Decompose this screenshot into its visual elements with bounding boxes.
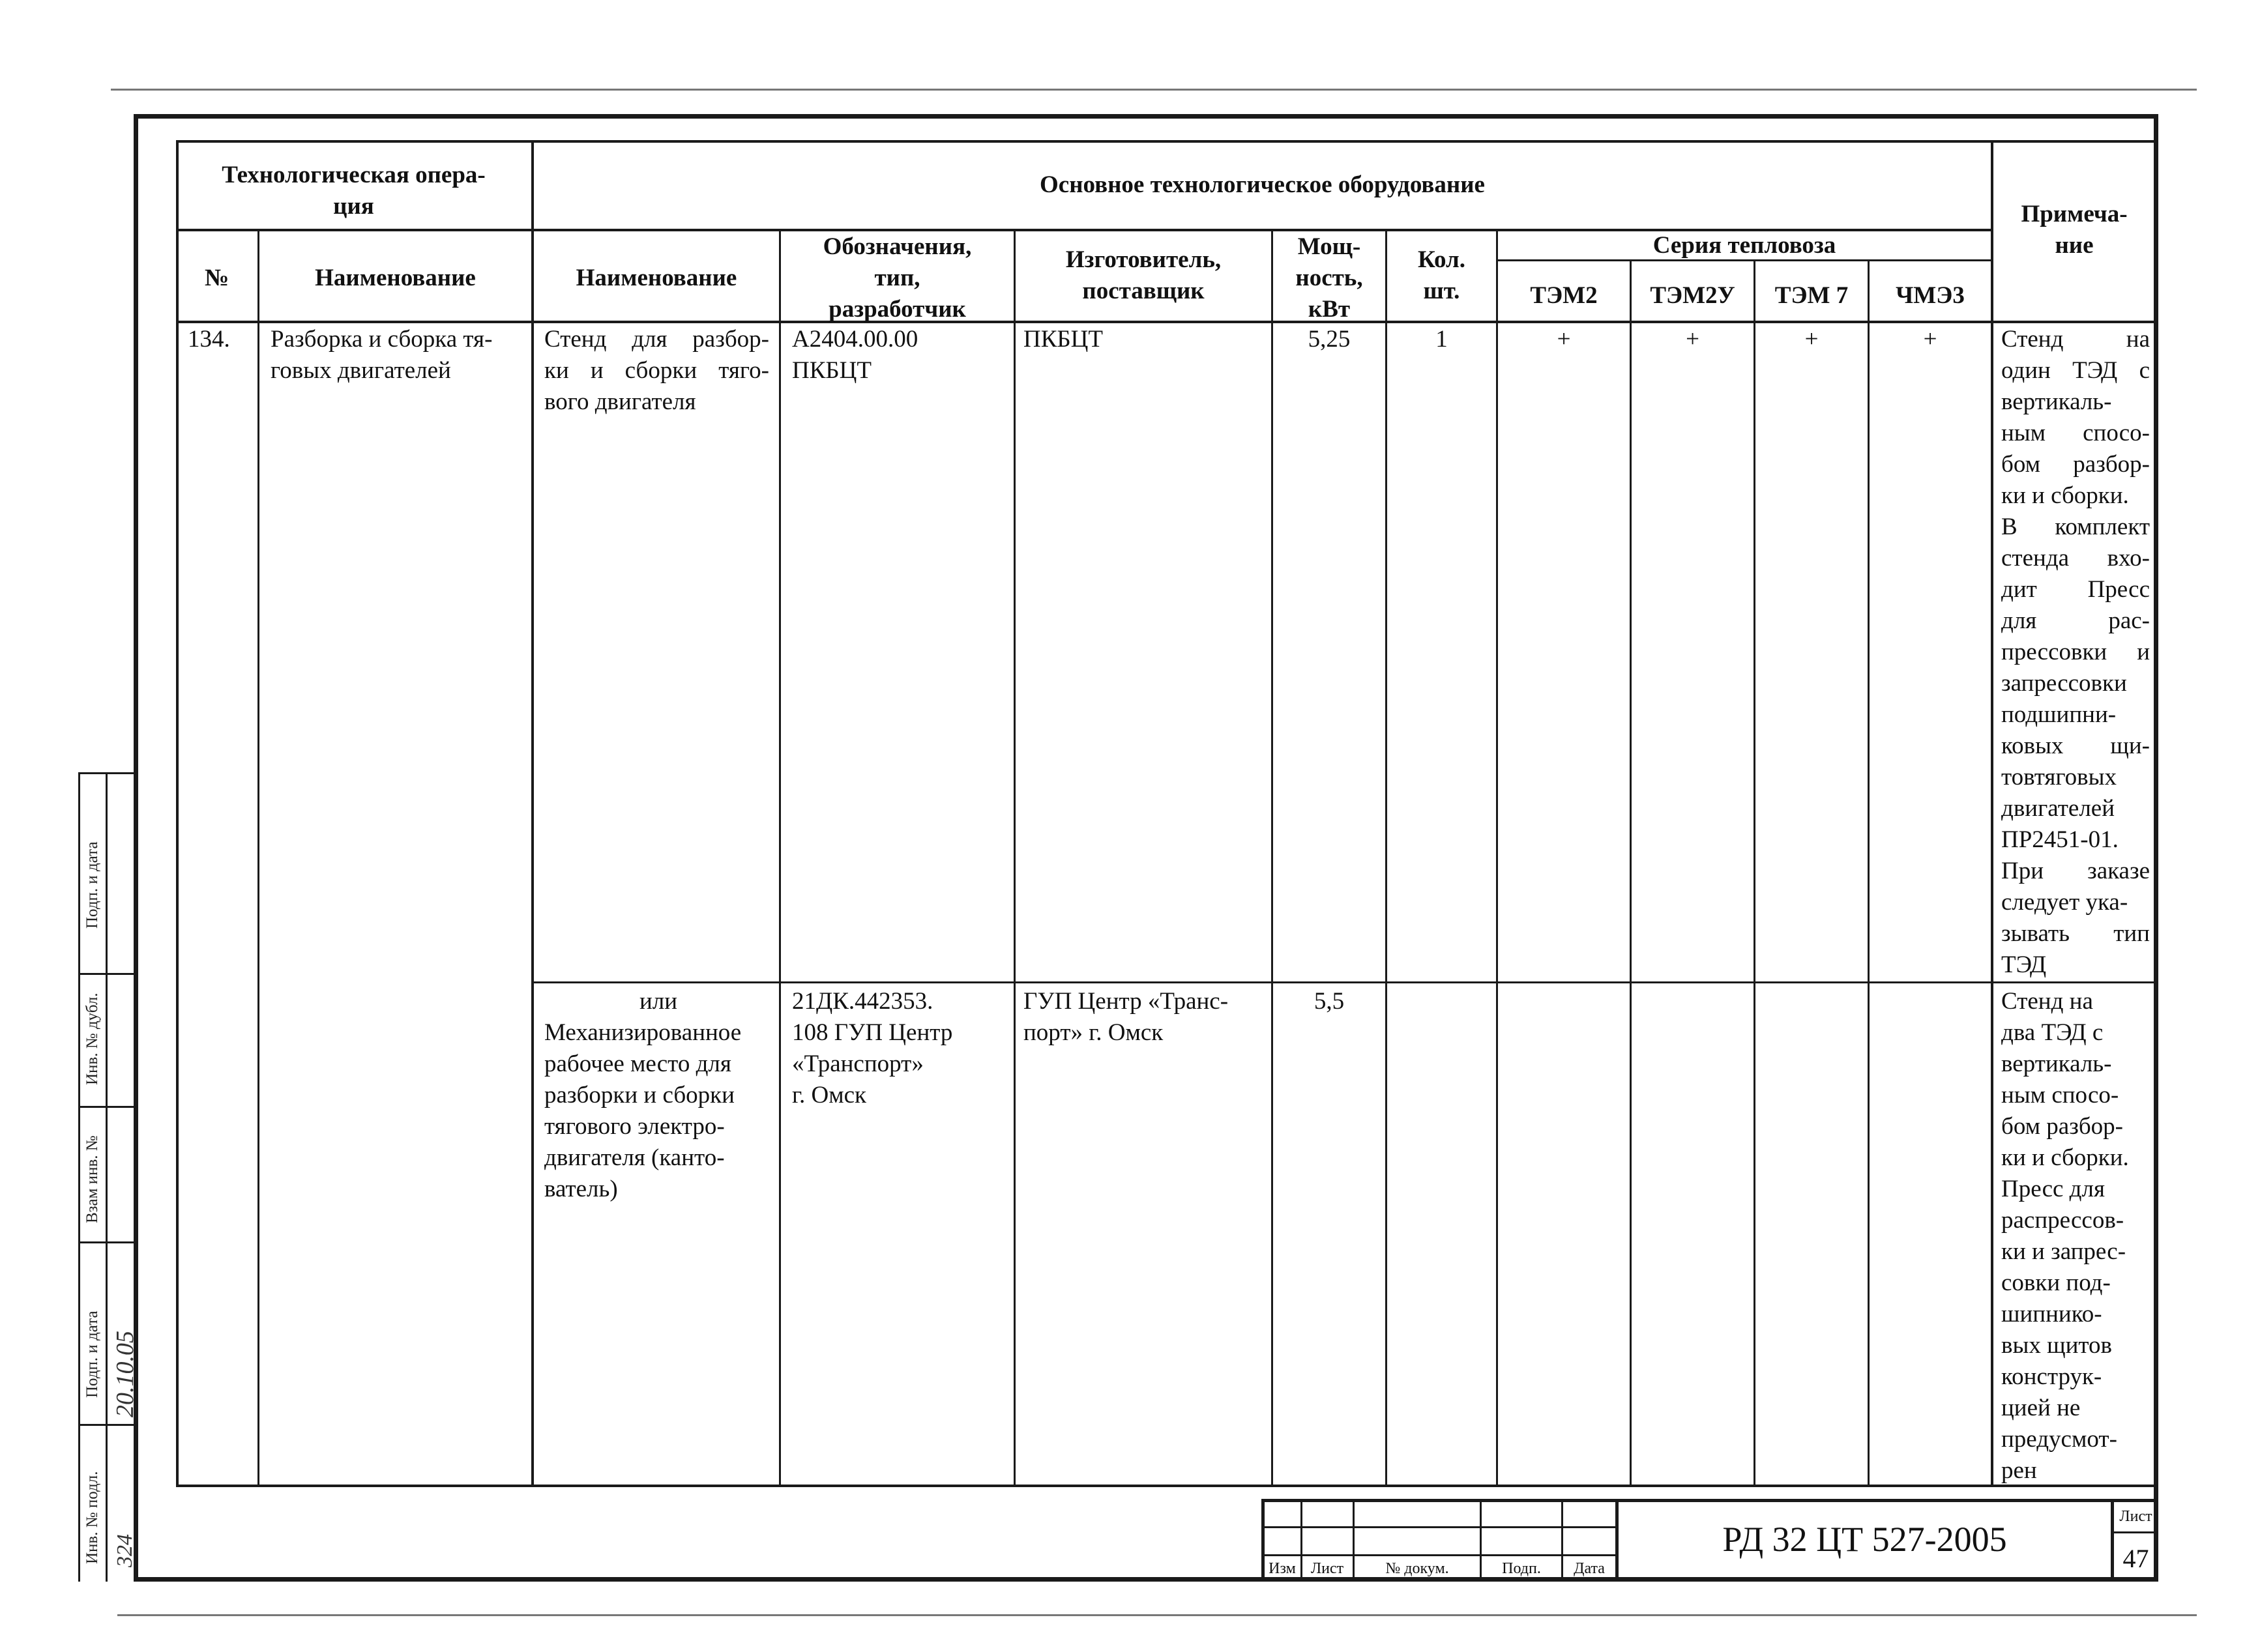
note-line: двигателей — [2001, 795, 2115, 822]
note-line: предусмот- — [2001, 1426, 2117, 1453]
item2-designation-line: 108 ГУП Центр — [792, 1019, 953, 1046]
side-strip-div — [78, 973, 138, 975]
power-header-line: ность, — [1295, 265, 1363, 291]
note-line: ковых щи- — [2001, 732, 2150, 759]
designation-header — [781, 231, 1014, 325]
item1-name-line: Стенд для разбор- — [544, 326, 769, 353]
tech-op-header-line: Технологическая опера- — [222, 162, 486, 188]
handwritten-inventory: 324 — [113, 1534, 137, 1567]
item1-designation-line: А2404.00.00 — [792, 326, 918, 353]
note-line: стенда вхо- — [2001, 545, 2150, 572]
qty-header-line: шт. — [1423, 278, 1460, 304]
designation-header-line: тип, — [874, 265, 920, 291]
item2-name — [544, 986, 772, 1205]
operation-name — [271, 324, 492, 386]
stamp-sheet-line — [2111, 1531, 2158, 1533]
side-label-sign-date: Подп. и дата — [83, 841, 101, 929]
power-header-line: кВт — [1308, 296, 1351, 323]
note-line: конструк- — [2001, 1363, 2102, 1390]
tech-op-header-line: ция — [333, 193, 374, 220]
item1-mark-chme3: + — [1923, 326, 1937, 353]
stamp-label-list: Лист — [1310, 1560, 1344, 1577]
item1-name-line: вого двигателя — [544, 388, 696, 415]
item2-name-line: двигателя (канто- — [544, 1144, 725, 1171]
note-line: два ТЭД с — [2001, 1019, 2104, 1046]
note-line: Пресс для — [2001, 1176, 2105, 1202]
maker-header-line: Изготовитель, — [1065, 246, 1222, 273]
op-name-header: Наименование — [315, 265, 476, 291]
maker-header-line: поставщик — [1082, 278, 1205, 304]
note-line: В комплект — [2001, 514, 2150, 540]
item2-name-line: рабочее место для — [544, 1051, 731, 1077]
note-line: товтяговых — [2001, 764, 2117, 790]
page-top-rule — [111, 89, 2197, 91]
operation-name-line: Разборка и сборка тя- — [271, 326, 493, 353]
side-label-sign-date-2: Подп. и дата — [83, 1311, 101, 1398]
item2-designation — [792, 986, 952, 1111]
item1-maker: ПКБЦТ — [1023, 326, 1103, 353]
sheet-label: Лист — [2119, 1508, 2152, 1525]
stamp-row-line — [1261, 1526, 1617, 1528]
qty-header — [1387, 244, 1496, 307]
power-header-line: Мощ- — [1297, 233, 1361, 260]
tech-op-header — [176, 160, 531, 222]
note-line: ки и сборки. — [2001, 1144, 2129, 1171]
side-strip-outer — [78, 772, 80, 1582]
doc-code: РД 32 ЦТ 527-2005 — [1722, 1520, 2007, 1559]
side-strip-div — [78, 1106, 138, 1108]
series-title-header: Серия тепловоза — [1652, 232, 1836, 259]
col-line-right — [2155, 140, 2158, 1487]
note-line: ки и запрес- — [2001, 1238, 2126, 1265]
operation-name-line: говых двигателей — [271, 357, 451, 384]
note-line: При заказе — [2001, 858, 2150, 884]
item1-power: 5,25 — [1308, 326, 1351, 353]
sheet-number: 47 — [2122, 1544, 2149, 1573]
item1-name — [544, 324, 769, 418]
item2-name-line: тягового электро- — [544, 1113, 725, 1140]
table-top-line — [176, 140, 2158, 143]
note-line: подшипни- — [2001, 701, 2117, 728]
series-header-tem2: ТЭМ2 — [1530, 282, 1598, 309]
note-line: шипнико- — [2001, 1301, 2102, 1327]
table-bottom-line — [176, 1485, 2158, 1487]
side-strip-top — [78, 772, 138, 774]
item1-mark-tem7: + — [1804, 326, 1819, 353]
item2-note — [2001, 986, 2150, 1486]
note-line: зывать тип — [2001, 920, 2150, 947]
series-header-tem2u: ТЭМ2У — [1650, 282, 1735, 309]
note-line: распрессов- — [2001, 1207, 2124, 1234]
col-line-left — [176, 140, 179, 1487]
side-strip-inner — [106, 772, 108, 1582]
item2-name-line: ватель) — [544, 1176, 618, 1202]
note-line: ки и сборки. — [2001, 482, 2129, 509]
note-line: ным спосо- — [2001, 420, 2150, 446]
page-bottom-rule — [117, 1614, 2197, 1616]
note-header-line: ние — [2055, 232, 2094, 259]
note-line: вертикаль- — [2001, 1051, 2112, 1077]
maker-header — [1016, 244, 1271, 307]
side-label-dup-inv: Инв. № дубл. — [83, 993, 101, 1085]
col-line-s2 — [1754, 259, 1755, 1487]
designation-header-line: разработчик — [829, 296, 966, 323]
item1-name-line: ки и сборки тяго- — [544, 357, 769, 384]
stamp-top-line — [1261, 1499, 2158, 1502]
item1-designation-line: ПКБЦТ — [792, 357, 872, 384]
num-header: № — [204, 265, 229, 291]
side-strip — [78, 772, 138, 1582]
item2-maker-line: порт» г. Омск — [1023, 1019, 1164, 1046]
note-line: запрессовки — [2001, 670, 2127, 697]
side-label-orig-inv: Инв. № подл. — [83, 1471, 101, 1564]
item2-maker-line: ГУП Центр «Транс- — [1023, 988, 1229, 1015]
note-line: цией не — [2001, 1395, 2081, 1421]
note-header-line: Примеча- — [2021, 201, 2128, 227]
note-line: бом разбор- — [2001, 1113, 2123, 1140]
note-line: бом разбор- — [2001, 451, 2150, 478]
item1-designation — [792, 324, 918, 386]
col-line-maker — [1271, 229, 1273, 1487]
col-line-opname — [531, 140, 534, 1487]
row-number: 134. — [188, 326, 230, 353]
note-header — [1993, 199, 2155, 261]
note-line: ным спосо- — [2001, 1082, 2119, 1109]
col-line-eqname — [779, 229, 781, 1487]
note-line: вертикаль- — [2001, 388, 2112, 415]
stamp-label-doc: № докум. — [1385, 1560, 1449, 1577]
note-line: следует ука- — [2001, 889, 2128, 916]
note-line: совки под- — [2001, 1269, 2111, 1296]
col-line-power — [1385, 229, 1387, 1487]
stamp-label-date: Дата — [1574, 1560, 1605, 1577]
note-line: ТЭД — [2001, 951, 2047, 978]
side-strip-div — [78, 1424, 138, 1426]
item2-name-line: Механизированное — [544, 1019, 742, 1046]
series-header-chme3: ЧМЭ3 — [1896, 282, 1965, 309]
item-split-line — [531, 981, 2158, 983]
item2-power: 5,5 — [1313, 988, 1345, 1015]
col-line-qty — [1496, 229, 1498, 1487]
note-line: Стенд на — [2001, 326, 2150, 353]
note-line: для рас- — [2001, 607, 2150, 634]
item2-designation-line: 21ДК.442353. — [792, 988, 933, 1015]
col-line-note — [1991, 140, 1993, 1487]
designation-header-line: Обозначения, — [823, 233, 972, 260]
col-line-num — [257, 229, 259, 1487]
side-label-replace-inv: Взам инв. № — [83, 1135, 101, 1223]
note-line: один ТЭД с — [2001, 357, 2150, 384]
col-line-designation — [1014, 229, 1016, 1487]
side-strip-div — [78, 1241, 138, 1243]
power-header — [1273, 231, 1385, 325]
note-line: вых щитов — [2001, 1332, 2113, 1359]
note-line: дит Пресс — [2001, 576, 2150, 603]
stamp-label-sign: Подп. — [1502, 1560, 1541, 1577]
note-line: прессовки и — [2001, 639, 2150, 665]
stamp-row-line — [1261, 1554, 1617, 1556]
col-line-s1 — [1630, 259, 1632, 1487]
handwritten-date: 20.10.05 — [111, 1331, 139, 1417]
qty-header-line: Кол. — [1417, 246, 1465, 273]
item2-name-line: или — [639, 988, 678, 1015]
item1-mark-tem2u: + — [1686, 326, 1699, 353]
stamp-label-izm: Изм — [1269, 1560, 1296, 1577]
equipment-table — [176, 140, 2158, 1489]
eq-name-header: Наименование — [576, 265, 737, 291]
item2-designation-line: «Транспорт» — [792, 1051, 924, 1077]
note-line: ПР2451-01. — [2001, 826, 2119, 853]
col-line-s3 — [1868, 259, 1870, 1487]
series-header-tem7: ТЭМ 7 — [1774, 282, 1849, 309]
title-block — [1261, 1499, 2158, 1582]
note-line: рен — [2001, 1457, 2037, 1484]
item1-mark-tem2: + — [1557, 326, 1571, 353]
item2-designation-line: г. Омск — [792, 1082, 867, 1109]
note-line: Стенд на — [2001, 988, 2093, 1015]
item2-name-line: разборки и сборки — [544, 1082, 735, 1109]
item1-qty: 1 — [1435, 326, 1448, 353]
item2-maker — [1023, 986, 1228, 1049]
item1-note — [2001, 324, 2150, 981]
main-equipment-header: Основное технологическое оборудование — [1040, 171, 1485, 198]
frame-top — [134, 114, 2158, 119]
header-bottom-line — [176, 321, 2158, 323]
